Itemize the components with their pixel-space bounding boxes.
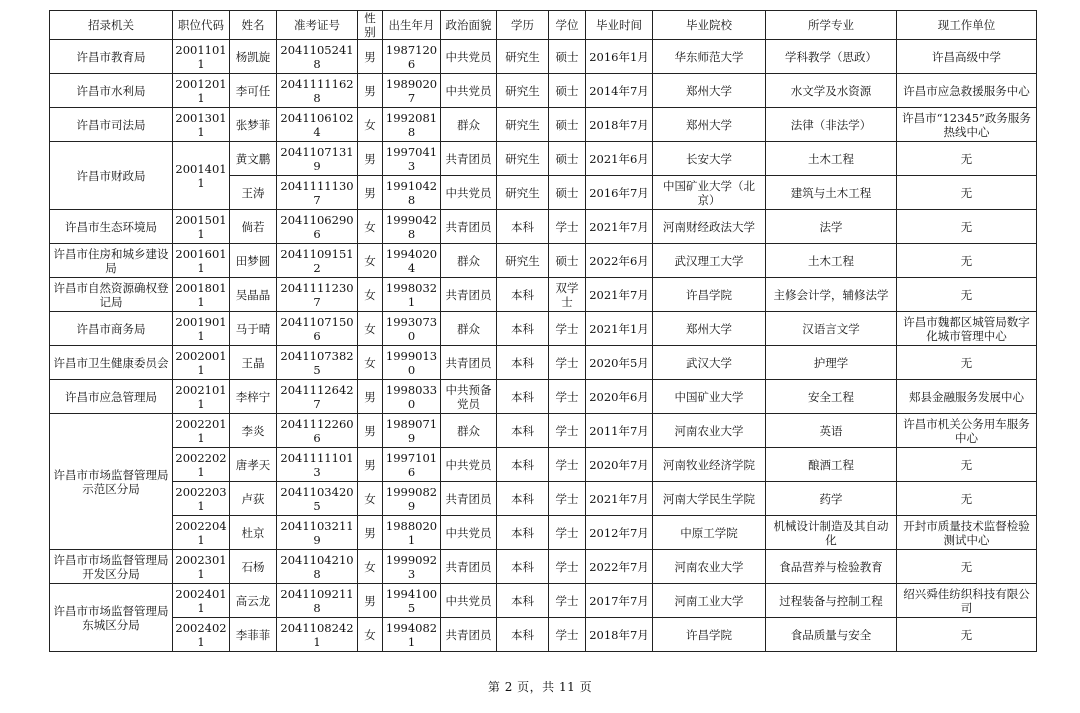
- cell-workplace: 绍兴舜佳纺织科技有限公司: [897, 584, 1037, 618]
- cell-birth: 19990130: [383, 346, 441, 380]
- table-row: [50, 550, 1037, 584]
- cell-major: 食品营养与检验教育: [766, 550, 897, 584]
- cell-birth: 19980321: [383, 278, 441, 312]
- cell-grad-time: 2021年7月: [586, 482, 653, 516]
- cell-major: 法学: [766, 210, 897, 244]
- header-workplace: 现工作单位: [897, 11, 1037, 40]
- cell-political: 共青团员: [441, 210, 497, 244]
- cell-school: 河南农业大学: [653, 414, 766, 448]
- cell-exam-id: 20411062906: [277, 210, 358, 244]
- cell-education: 研究生: [497, 74, 549, 108]
- cell-degree: 学士: [549, 210, 586, 244]
- header-gender: 性别: [358, 11, 383, 40]
- cell-workplace: 无: [897, 482, 1037, 516]
- cell-education: 本科: [497, 550, 549, 584]
- cell-name: 石杨: [230, 550, 277, 584]
- cell-agency: 许昌市生态环境局: [50, 210, 173, 244]
- cell-degree: 学士: [549, 482, 586, 516]
- cell-exam-id: 20411112307: [277, 278, 358, 312]
- cell-birth: 19940821: [383, 618, 441, 652]
- cell-degree: 硕士: [549, 142, 586, 176]
- table-row: [50, 312, 1037, 346]
- table-row: [50, 278, 1037, 312]
- cell-grad-time: 2022年6月: [586, 244, 653, 278]
- cell-exam-id: 20411034205: [277, 482, 358, 516]
- cell-major: 食品质量与安全: [766, 618, 897, 652]
- cell-workplace: 无: [897, 244, 1037, 278]
- header-major: 所学专业: [766, 11, 897, 40]
- table-row: [50, 380, 1037, 414]
- table-row: [50, 414, 1037, 448]
- cell-exam-id: 20411061024: [277, 108, 358, 142]
- cell-school: 中国矿业大学: [653, 380, 766, 414]
- cell-code: 20018011: [173, 278, 230, 312]
- cell-political: 共青团员: [441, 142, 497, 176]
- cell-name: 吴晶晶: [230, 278, 277, 312]
- cell-birth: 19970413: [383, 142, 441, 176]
- cell-exam-id: 20411126427: [277, 380, 358, 414]
- cell-education: 本科: [497, 584, 549, 618]
- cell-degree: 硕士: [549, 108, 586, 142]
- cell-school: 郑州大学: [653, 74, 766, 108]
- cell-major: 法律（非法学）: [766, 108, 897, 142]
- cell-major: 安全工程: [766, 380, 897, 414]
- cell-degree: 学士: [549, 448, 586, 482]
- cell-exam-id: 20411111307: [277, 176, 358, 210]
- cell-school: 华东师范大学: [653, 40, 766, 74]
- cell-gender: 女: [358, 278, 383, 312]
- cell-exam-id: 20411073825: [277, 346, 358, 380]
- cell-education: 本科: [497, 414, 549, 448]
- cell-exam-id: 20411032119: [277, 516, 358, 550]
- cell-political: 共青团员: [441, 278, 497, 312]
- header-row: [50, 11, 1037, 40]
- cell-agency: 许昌市财政局: [50, 142, 173, 210]
- cell-political: 共青团员: [441, 618, 497, 652]
- cell-degree: 学士: [549, 516, 586, 550]
- cell-workplace: 无: [897, 448, 1037, 482]
- cell-gender: 男: [358, 516, 383, 550]
- cell-major: 药学: [766, 482, 897, 516]
- cell-exam-id: 20411111628: [277, 74, 358, 108]
- candidate-table: [49, 10, 1037, 652]
- header-agency: 招录机关: [50, 11, 173, 40]
- cell-birth: 19971016: [383, 448, 441, 482]
- cell-degree: 学士: [549, 380, 586, 414]
- cell-code: 20022031: [173, 482, 230, 516]
- cell-school: 郑州大学: [653, 108, 766, 142]
- cell-workplace: 无: [897, 176, 1037, 210]
- cell-political: 中共党员: [441, 516, 497, 550]
- cell-political: 中共党员: [441, 176, 497, 210]
- cell-grad-time: 2014年7月: [586, 74, 653, 108]
- header-birth: 出生年月: [383, 11, 441, 40]
- cell-workplace: 许昌市应急救援服务中心: [897, 74, 1037, 108]
- cell-major: 护理学: [766, 346, 897, 380]
- cell-agency: 许昌市司法局: [50, 108, 173, 142]
- cell-code: 20016011: [173, 244, 230, 278]
- cell-grad-time: 2021年7月: [586, 210, 653, 244]
- table-row: [50, 346, 1037, 380]
- cell-workplace: 无: [897, 278, 1037, 312]
- table-row: [50, 40, 1037, 74]
- cell-workplace: 郏县金融服务发展中心: [897, 380, 1037, 414]
- cell-school: 中国矿业大学（北京）: [653, 176, 766, 210]
- cell-name: 李可任: [230, 74, 277, 108]
- cell-degree: 双学士: [549, 278, 586, 312]
- cell-name: 唐孝天: [230, 448, 277, 482]
- cell-exam-id: 20411042108: [277, 550, 358, 584]
- cell-workplace: 无: [897, 550, 1037, 584]
- cell-exam-id: 20411092118: [277, 584, 358, 618]
- cell-political: 共青团员: [441, 550, 497, 584]
- page-number: 第 2 页，共 11 页: [487, 680, 593, 694]
- cell-birth: 19871206: [383, 40, 441, 74]
- cell-major: 学科教学（思政）: [766, 40, 897, 74]
- cell-name: 李梓宁: [230, 380, 277, 414]
- table-row: [50, 244, 1037, 278]
- table-body: [50, 40, 1037, 652]
- cell-major: 土木工程: [766, 142, 897, 176]
- cell-grad-time: 2022年7月: [586, 550, 653, 584]
- cell-name: 杨凯旋: [230, 40, 277, 74]
- cell-birth: 19890207: [383, 74, 441, 108]
- cell-gender: 男: [358, 74, 383, 108]
- table-row: [50, 108, 1037, 142]
- cell-school: 武汉理工大学: [653, 244, 766, 278]
- cell-school: 郑州大学: [653, 312, 766, 346]
- cell-workplace: 许昌市魏都区城管局数字化城市管理中心: [897, 312, 1037, 346]
- header-political: 政治面貌: [441, 11, 497, 40]
- cell-political: 群众: [441, 312, 497, 346]
- cell-gender: 男: [358, 584, 383, 618]
- cell-degree: 学士: [549, 312, 586, 346]
- cell-code: 20021011: [173, 380, 230, 414]
- cell-grad-time: 2021年6月: [586, 142, 653, 176]
- cell-code: 20022041: [173, 516, 230, 550]
- cell-code: 20014011: [173, 142, 230, 210]
- cell-gender: 女: [358, 550, 383, 584]
- cell-gender: 男: [358, 176, 383, 210]
- cell-major: 土木工程: [766, 244, 897, 278]
- cell-degree: 学士: [549, 414, 586, 448]
- cell-political: 中共党员: [441, 74, 497, 108]
- cell-degree: 硕士: [549, 244, 586, 278]
- cell-degree: 学士: [549, 584, 586, 618]
- cell-birth: 19930730: [383, 312, 441, 346]
- cell-workplace: 无: [897, 618, 1037, 652]
- cell-political: 共青团员: [441, 346, 497, 380]
- cell-gender: 女: [358, 244, 383, 278]
- cell-gender: 女: [358, 482, 383, 516]
- cell-grad-time: 2021年1月: [586, 312, 653, 346]
- cell-workplace: 许昌市机关公务用车服务中心: [897, 414, 1037, 448]
- cell-name: 高云龙: [230, 584, 277, 618]
- cell-agency: 许昌市卫生健康委员会: [50, 346, 173, 380]
- cell-name: 李菲菲: [230, 618, 277, 652]
- cell-major: 酿酒工程: [766, 448, 897, 482]
- cell-education: 本科: [497, 346, 549, 380]
- cell-gender: 男: [358, 414, 383, 448]
- cell-grad-time: 2016年1月: [586, 40, 653, 74]
- cell-workplace: 许昌市“12345”政务服务热线中心: [897, 108, 1037, 142]
- cell-political: 中共党员: [441, 448, 497, 482]
- cell-exam-id: 20411091512: [277, 244, 358, 278]
- cell-education: 本科: [497, 516, 549, 550]
- cell-birth: 19990923: [383, 550, 441, 584]
- cell-code: 20024011: [173, 584, 230, 618]
- cell-code: 20011011: [173, 40, 230, 74]
- table-row: [50, 210, 1037, 244]
- header-code: 职位代码: [173, 11, 230, 40]
- cell-education: 本科: [497, 312, 549, 346]
- table-row: [50, 584, 1037, 618]
- cell-workplace: 无: [897, 142, 1037, 176]
- cell-education: 研究生: [497, 108, 549, 142]
- cell-exam-id: 20411122606: [277, 414, 358, 448]
- cell-agency: 许昌市住房和城乡建设局: [50, 244, 173, 278]
- table-row: [50, 618, 1037, 652]
- cell-education: 本科: [497, 380, 549, 414]
- cell-major: 汉语言文学: [766, 312, 897, 346]
- page-footer: [0, 678, 1080, 695]
- header-education: 学历: [497, 11, 549, 40]
- cell-grad-time: 2011年7月: [586, 414, 653, 448]
- cell-major: 机械设计制造及其自动化: [766, 516, 897, 550]
- cell-school: 长安大学: [653, 142, 766, 176]
- cell-name: 张梦菲: [230, 108, 277, 142]
- cell-school: 河南农业大学: [653, 550, 766, 584]
- cell-workplace: 开封市质量技术监督检验测试中心: [897, 516, 1037, 550]
- cell-agency: 许昌市商务局: [50, 312, 173, 346]
- cell-school: 许昌学院: [653, 618, 766, 652]
- table-row: [50, 482, 1037, 516]
- cell-grad-time: 2018年7月: [586, 108, 653, 142]
- header-exam-id: 准考证号: [277, 11, 358, 40]
- cell-major: 水文学及水资源: [766, 74, 897, 108]
- header-school: 毕业院校: [653, 11, 766, 40]
- cell-education: 本科: [497, 618, 549, 652]
- cell-degree: 学士: [549, 550, 586, 584]
- cell-agency: 许昌市市场监督管理局开发区分局: [50, 550, 173, 584]
- cell-education: 研究生: [497, 176, 549, 210]
- cell-political: 群众: [441, 108, 497, 142]
- cell-code: 20023011: [173, 550, 230, 584]
- cell-birth: 19941005: [383, 584, 441, 618]
- table-row: [50, 448, 1037, 482]
- cell-degree: 硕士: [549, 74, 586, 108]
- header-degree: 学位: [549, 11, 586, 40]
- cell-political: 中共党员: [441, 40, 497, 74]
- cell-code: 20024021: [173, 618, 230, 652]
- cell-school: 河南牧业经济学院: [653, 448, 766, 482]
- cell-grad-time: 2020年7月: [586, 448, 653, 482]
- cell-birth: 19880201: [383, 516, 441, 550]
- cell-grad-time: 2012年7月: [586, 516, 653, 550]
- cell-exam-id: 20411111013: [277, 448, 358, 482]
- cell-code: 20019011: [173, 312, 230, 346]
- cell-workplace: 许昌高级中学: [897, 40, 1037, 74]
- header-name: 姓名: [230, 11, 277, 40]
- cell-gender: 男: [358, 380, 383, 414]
- cell-agency: 许昌市水利局: [50, 74, 173, 108]
- cell-name: 黄文鹏: [230, 142, 277, 176]
- cell-code: 20022011: [173, 414, 230, 448]
- cell-school: 河南大学民生学院: [653, 482, 766, 516]
- cell-gender: 男: [358, 448, 383, 482]
- cell-degree: 学士: [549, 346, 586, 380]
- table-row: [50, 74, 1037, 108]
- cell-gender: 女: [358, 618, 383, 652]
- cell-degree: 硕士: [549, 176, 586, 210]
- cell-major: 英语: [766, 414, 897, 448]
- cell-code: 20015011: [173, 210, 230, 244]
- cell-political: 共青团员: [441, 482, 497, 516]
- cell-agency: 许昌市教育局: [50, 40, 173, 74]
- cell-name: 倘若: [230, 210, 277, 244]
- cell-workplace: 无: [897, 210, 1037, 244]
- cell-gender: 男: [358, 40, 383, 74]
- cell-education: 研究生: [497, 142, 549, 176]
- cell-education: 本科: [497, 482, 549, 516]
- cell-grad-time: 2016年7月: [586, 176, 653, 210]
- cell-education: 研究生: [497, 40, 549, 74]
- cell-gender: 男: [358, 142, 383, 176]
- cell-school: 河南财经政法大学: [653, 210, 766, 244]
- table-row: [50, 142, 1037, 176]
- cell-gender: 女: [358, 346, 383, 380]
- cell-political: 中共预备党员: [441, 380, 497, 414]
- cell-agency: 许昌市自然资源确权登记局: [50, 278, 173, 312]
- cell-birth: 19980330: [383, 380, 441, 414]
- cell-major: 建筑与土木工程: [766, 176, 897, 210]
- cell-name: 田梦圆: [230, 244, 277, 278]
- cell-name: 王晶: [230, 346, 277, 380]
- cell-political: 中共党员: [441, 584, 497, 618]
- cell-birth: 19990428: [383, 210, 441, 244]
- cell-birth: 19920818: [383, 108, 441, 142]
- results-sheet: [49, 10, 1036, 652]
- cell-name: 杜京: [230, 516, 277, 550]
- cell-education: 本科: [497, 448, 549, 482]
- cell-education: 本科: [497, 210, 549, 244]
- cell-exam-id: 20411082421: [277, 618, 358, 652]
- cell-workplace: 无: [897, 346, 1037, 380]
- cell-political: 群众: [441, 244, 497, 278]
- cell-gender: 女: [358, 108, 383, 142]
- cell-school: 许昌学院: [653, 278, 766, 312]
- cell-gender: 女: [358, 312, 383, 346]
- cell-grad-time: 2017年7月: [586, 584, 653, 618]
- table-row: [50, 516, 1037, 550]
- cell-name: 王涛: [230, 176, 277, 210]
- cell-agency: 许昌市市场监督管理局示范区分局: [50, 414, 173, 550]
- cell-birth: 19910428: [383, 176, 441, 210]
- cell-birth: 19890719: [383, 414, 441, 448]
- cell-exam-id: 20411071506: [277, 312, 358, 346]
- cell-exam-id: 20411052418: [277, 40, 358, 74]
- cell-code: 20022021: [173, 448, 230, 482]
- cell-birth: 19940204: [383, 244, 441, 278]
- cell-education: 研究生: [497, 244, 549, 278]
- cell-school: 河南工业大学: [653, 584, 766, 618]
- cell-agency: 许昌市市场监督管理局东城区分局: [50, 584, 173, 652]
- cell-grad-time: 2021年7月: [586, 278, 653, 312]
- cell-degree: 学士: [549, 618, 586, 652]
- header-grad-time: 毕业时间: [586, 11, 653, 40]
- cell-grad-time: 2018年7月: [586, 618, 653, 652]
- cell-code: 20013011: [173, 108, 230, 142]
- cell-school: 中原工学院: [653, 516, 766, 550]
- cell-name: 卢荻: [230, 482, 277, 516]
- cell-exam-id: 20411071319: [277, 142, 358, 176]
- cell-school: 武汉大学: [653, 346, 766, 380]
- cell-birth: 19990829: [383, 482, 441, 516]
- cell-education: 本科: [497, 278, 549, 312]
- cell-grad-time: 2020年5月: [586, 346, 653, 380]
- cell-code: 20012011: [173, 74, 230, 108]
- cell-name: 马于晴: [230, 312, 277, 346]
- cell-major: 主修会计学，辅修法学: [766, 278, 897, 312]
- cell-gender: 女: [358, 210, 383, 244]
- cell-major: 过程装备与控制工程: [766, 584, 897, 618]
- cell-grad-time: 2020年6月: [586, 380, 653, 414]
- cell-agency: 许昌市应急管理局: [50, 380, 173, 414]
- cell-political: 群众: [441, 414, 497, 448]
- cell-degree: 硕士: [549, 40, 586, 74]
- cell-name: 李炎: [230, 414, 277, 448]
- cell-code: 20020011: [173, 346, 230, 380]
